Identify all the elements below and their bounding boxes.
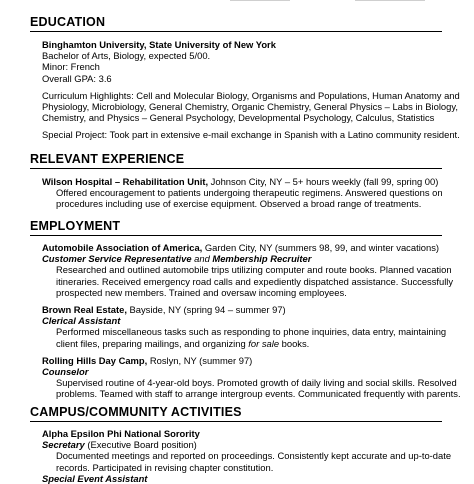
role-line — [30, 439, 456, 450]
description-line — [30, 338, 456, 349]
description-line: itineraries. Received emergency road calls and expediently dispatched assistance. Successfully — [56, 275, 454, 287]
description-line: Supervised routine of 4-year-old boys. Promoted growth of daily living and social skills. Resolved — [56, 377, 457, 389]
job-title: Counselor — [42, 366, 89, 378]
employer-name: Wilson Hospital – Rehabilitation Unit, — [42, 176, 209, 187]
description-line: prospected new members. Trained and oversaw incoming employees. — [56, 286, 347, 298]
employment-section — [30, 219, 456, 234]
description-line: Researched and outlined automobile trips utilizing computer and route books. Planned vacation — [56, 264, 452, 276]
description-text: books. — [279, 337, 310, 349]
employer-line — [30, 304, 456, 315]
education-body — [30, 39, 460, 141]
section-rule — [30, 421, 442, 422]
job-title: Customer Service Representative — [42, 253, 192, 265]
section-heading: RELEVANT EXPERIENCE — [30, 152, 185, 166]
job-title: Clerical Assistant — [42, 315, 121, 327]
description-text: client files, preparing mailings, and organizing — [56, 337, 249, 349]
employer-line — [30, 242, 456, 253]
employer-line — [30, 176, 456, 187]
section-rule — [30, 235, 442, 236]
curriculum-line: Physiology, Microbiology, General Chemistry, Organic Chemistry, General Physics – Labs in Biology, — [42, 101, 458, 113]
description-line: problems. Teamed with staff to arrange intergroup events. Communicated frequently with parents. — [56, 388, 461, 400]
role-title: Special Event Assistant — [42, 472, 148, 484]
employer-name: Brown Real Estate, — [42, 304, 127, 316]
employer-line — [30, 355, 456, 366]
role-title: Secretary — [42, 439, 85, 451]
gpa: Overall GPA: 3.6 — [42, 72, 112, 84]
activities-section — [30, 405, 456, 420]
special-project: Special Project: Took part in extensive e-mail exchange in Spanish with a Latino community resident. — [42, 129, 460, 141]
school-name: Binghamton University, State University of New York — [42, 39, 276, 50]
curriculum-line: Chemistry, and Physics – General Psychology, Developmental Psychology, Calculus, Statistics — [42, 112, 435, 124]
experience-body — [30, 176, 456, 210]
role-detail: (Executive Board position) — [84, 439, 197, 451]
minor: Minor: French — [42, 61, 100, 73]
description-line: records. Participated in revising chapter constitution. — [56, 461, 274, 473]
section-rule — [30, 168, 442, 169]
experience-section — [30, 152, 456, 167]
section-heading: EMPLOYMENT — [30, 219, 121, 233]
organization-name: Alpha Epsilon Phi National Sorority — [42, 428, 200, 439]
employer-detail: Garden City, NY (summers 98, 99, and winter vacations) — [202, 242, 440, 253]
activities-body — [30, 428, 456, 484]
job-title-connector: and — [191, 253, 213, 265]
description-line: Performed miscellaneous tasks such as responding to phone inquiries, data entry, maintaining — [56, 326, 447, 338]
section-rule — [30, 31, 442, 32]
employer-name: Automobile Association of America, — [42, 242, 203, 253]
curriculum-line: Curriculum Highlights: Cell and Molecular Biology, Organisms and Populations, Human Anatomy and — [42, 89, 460, 101]
section-heading: CAMPUS/COMMUNITY ACTIVITIES — [30, 405, 242, 419]
description-line: Offered encouragement to patients undergoing therapeutic regimens. Answered questions on — [56, 187, 443, 199]
employer-detail: Johnson City, NY – 5+ hours weekly (fall 99, spring 00) — [208, 176, 439, 187]
employer-detail: Bayside, NY (spring 94 – summer 97) — [126, 304, 286, 316]
description-line: procedures including use of exercise equipment. Observed a broad range of treatments. — [56, 198, 422, 210]
section-heading: EDUCATION — [30, 15, 106, 29]
job-title-line — [30, 253, 456, 264]
description-emphasis: for sale — [248, 337, 280, 349]
job-title: Membership Recruiter — [212, 253, 312, 265]
description-line: Documented meetings and reported on proceedings. Consistently kept accurate and up-to-date — [56, 450, 452, 462]
education-section — [30, 15, 456, 30]
employer-detail: Roslyn, NY (summer 97) — [147, 354, 253, 366]
degree: Bachelor of Arts, Biology, expected 5/00. — [42, 50, 211, 62]
employer-name: Rolling Hills Day Camp, — [42, 354, 148, 366]
employment-body — [30, 242, 461, 400]
